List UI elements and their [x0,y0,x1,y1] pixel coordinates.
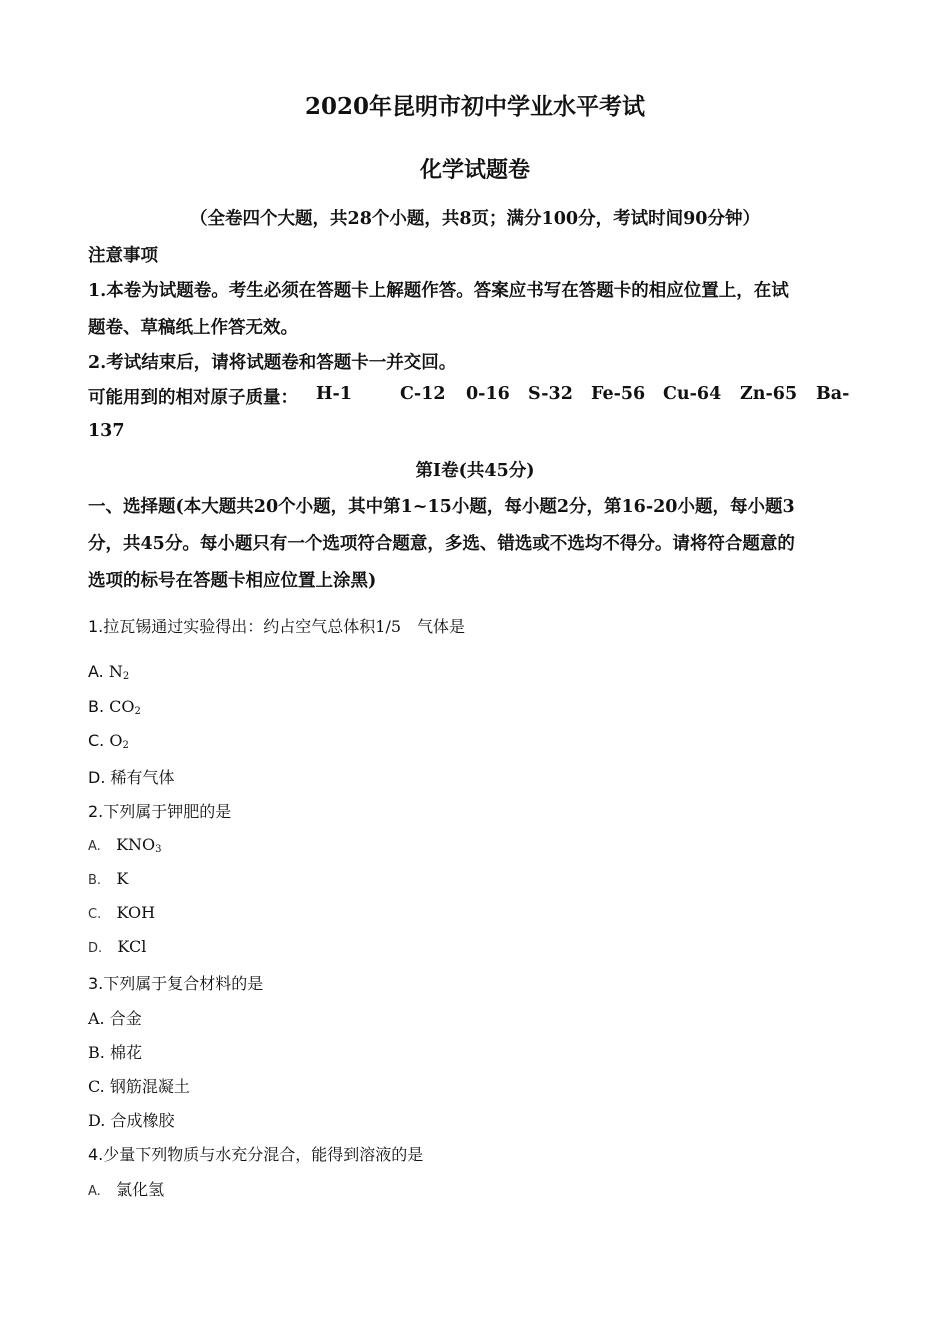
option-label: C. [88,907,102,922]
option-label: A. [88,1184,101,1199]
notes-item-2: 2.考试结束后，请将试题卷和答题卡一并交回。 [88,353,457,373]
section-heading: 第Ⅰ卷(共45分) [415,461,535,481]
option-label: C. [88,1077,105,1096]
option-subscript: 3 [155,844,162,855]
option-label: B. [88,697,105,716]
option-text: 稀有气体 [110,768,175,787]
section-instructions-line-2: 分，共45分。每小题只有一个选项符合题意，多选、错选或不选均不得分。请将符合题意的 [88,534,795,554]
section-instructions-line-1: 一、选择题(本大题共20个小题，其中第1~15小题，每小题2分，第16-20小题，每小题3 [88,497,795,517]
option-text: KNO [116,835,156,854]
atomic-mass-c: C-12 [400,384,446,404]
question-1-option-b [88,697,141,717]
question-3-option-c [88,1074,190,1097]
option-label: B. [88,1043,105,1062]
atomic-mass-o: 0-16 [466,384,510,404]
atomic-mass-label: 可能用到的相对原子质量： [88,388,298,408]
option-label: D. [88,768,106,787]
option-text: CO [109,697,135,716]
exam-subtitle: 化学试题卷 [419,157,530,183]
option-label: A. [88,1009,105,1028]
question-number: 1. [88,617,104,636]
option-label: C. [88,731,105,750]
option-text: KCl [117,937,147,956]
option-subscript: 2 [122,671,130,682]
question-4-stem [88,1142,423,1165]
option-label: D. [88,1111,106,1130]
option-text: KOH [116,903,156,922]
exam-info: （全卷四个大题，共28个小题，共8页；满分100分，考试时间90分钟） [190,209,760,229]
option-text: O [109,731,123,750]
option-text: K [116,869,129,888]
question-3-option-a [88,1006,142,1029]
option-label: A. [88,839,101,854]
option-label: D. [88,941,103,956]
option-label: B. [88,873,102,888]
notes-item-1-line-2: 题卷、草稿纸上作答无效。 [88,318,298,338]
question-text: 少量下列物质与水充分混合，能得到溶液的是 [103,1145,424,1164]
question-3-stem [88,971,263,994]
question-2-option-d [88,937,146,956]
option-label: A. [88,662,104,681]
question-4-option-a [88,1177,164,1200]
option-text: 合金 [109,1009,142,1028]
question-2-option-b [88,869,128,888]
atomic-mass-ba: Ba- [816,384,850,404]
option-text: 合成橡胶 [110,1111,175,1130]
atomic-mass-cu: Cu-64 [663,384,722,404]
question-text: 下列属于复合材料的是 [103,974,264,993]
question-number: 4. [88,1145,104,1164]
question-3-option-b [88,1040,142,1063]
option-text: 氯化氢 [116,1180,165,1199]
question-3-option-d [88,1108,174,1131]
question-2-option-c [88,903,155,922]
exam-title: 2020年昆明市初中学业水平考试 [304,93,645,120]
option-text: 钢筋混凝土 [109,1077,190,1096]
question-2-option-a [88,835,162,855]
option-text: 棉花 [109,1043,142,1062]
question-text: 下列属于钾肥的是 [103,802,232,821]
section-instructions-line-3: 选项的标号在答题卡相应位置上涂黑) [88,571,377,591]
atomic-mass-zn: Zn-65 [740,384,798,404]
question-number: 2. [88,802,104,821]
question-1-option-c [88,731,129,751]
question-2-stem [88,799,231,822]
question-text: 拉瓦锡通过实验得出：约占空气总体积1/5 气体是 [103,617,466,636]
question-1-stem [88,614,465,637]
atomic-mass-ba-wrap: 137 [88,421,125,441]
notes-item-1-line-1: 1.本卷为试题卷。考生必须在答题卡上解题作答。答案应书写在答题卡的相应位置上，在试 [88,281,789,301]
question-number: 3. [88,974,104,993]
option-subscript: 2 [134,706,141,717]
atomic-mass-h: H-1 [316,384,352,404]
notes-heading: 注意事项 [88,246,158,266]
question-1-option-d [88,765,175,788]
atomic-mass-fe: Fe-56 [591,384,646,404]
option-subscript: 2 [122,740,129,751]
option-text: N [108,662,123,681]
question-1-option-a [88,662,129,682]
atomic-mass-s: S-32 [528,384,573,404]
